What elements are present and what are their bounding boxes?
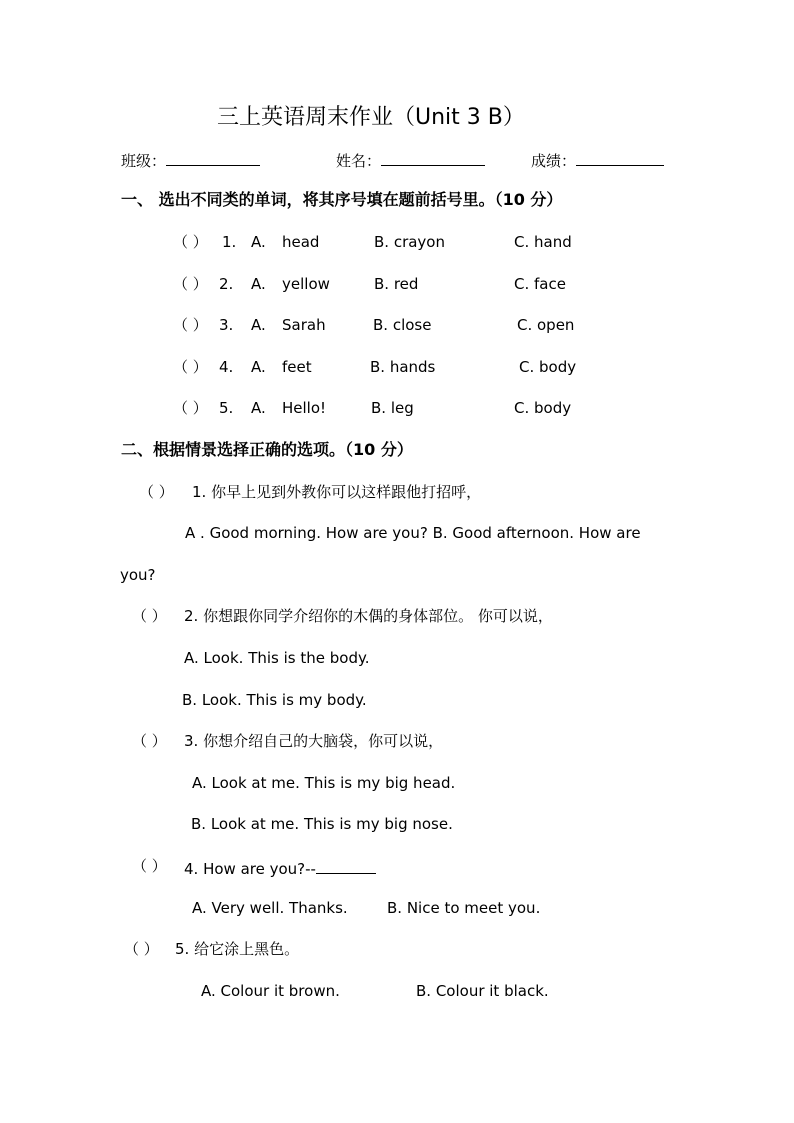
name-label: 姓名： [336, 152, 382, 170]
score-blank[interactable] [576, 151, 664, 166]
option-b: B. Colour it black. [416, 982, 549, 1000]
option-a: head [282, 233, 320, 251]
option-a-label: A. [251, 233, 266, 251]
class-blank[interactable] [166, 151, 260, 166]
option-a: A. Very well. Thanks. [192, 899, 348, 917]
option-b: B. leg [371, 399, 414, 417]
option-b: B. close [373, 316, 432, 334]
score-field [531, 151, 664, 169]
answer-paren[interactable]: （ ） [132, 857, 167, 875]
class-label: 班级： [121, 152, 167, 170]
item-number: 3. [219, 316, 234, 334]
question-text: 5. 给它涂上黑色。 [175, 940, 300, 958]
option-a: feet [282, 358, 312, 376]
option-a-label: A. [251, 316, 266, 334]
option-a-label: A. [251, 275, 266, 293]
question-text: 2. 你想跟你同学介绍你的木偶的身体部位。 你可以说， [184, 607, 553, 625]
answer-paren[interactable]: （ ） [173, 316, 208, 334]
item-number: 4. [219, 358, 234, 376]
item-number: 5. [219, 399, 234, 417]
class-field [121, 151, 260, 169]
option-b: B. Nice to meet you. [387, 899, 541, 917]
item-number: 1. [222, 233, 237, 251]
question-text: 4. How are you?-- [184, 860, 316, 878]
option-c: C. body [514, 399, 572, 417]
answer-paren[interactable]: （ ） [124, 940, 159, 958]
option-b: B. crayon [374, 233, 445, 251]
answer-paren[interactable]: （ ） [132, 607, 167, 625]
answer-paren[interactable]: （ ） [139, 483, 174, 501]
name-field [336, 151, 485, 169]
question-text-with-blank [184, 859, 376, 877]
section2-heading: 二、根据情景选择正确的选项。（10 分） [121, 440, 413, 459]
answer-paren[interactable]: （ ） [173, 233, 208, 251]
name-blank[interactable] [381, 151, 485, 166]
question-text: 3. 你想介绍自己的大脑袋，你可以说， [184, 732, 444, 750]
option-c: C. hand [514, 233, 572, 251]
option-b: B. Look at me. This is my big nose. [191, 815, 453, 833]
answer-blank[interactable] [316, 859, 376, 874]
question-options-cont: you? [120, 566, 156, 584]
option-a: Hello! [282, 399, 327, 417]
option-c: C. open [517, 316, 575, 334]
option-b: B. hands [370, 358, 436, 376]
answer-paren[interactable]: （ ） [173, 358, 208, 376]
answer-paren[interactable]: （ ） [173, 399, 208, 417]
option-a: A. Colour it brown. [201, 982, 340, 1000]
page-title: 三上英语周末作业（Unit 3 B） [217, 105, 525, 130]
option-b: B. red [374, 275, 419, 293]
option-b: B. Look. This is my body. [182, 691, 367, 709]
question-options: A . Good morning. How are you? B. Good afternoon. How are [185, 524, 641, 542]
option-a: yellow [282, 275, 330, 293]
option-a: A. Look. This is the body. [184, 649, 370, 667]
option-a: Sarah [282, 316, 326, 334]
option-a: A. Look at me. This is my big head. [192, 774, 456, 792]
option-c: C. face [514, 275, 566, 293]
answer-paren[interactable]: （ ） [173, 275, 208, 293]
option-a-label: A. [251, 358, 266, 376]
option-c: C. body [519, 358, 577, 376]
item-number: 2. [219, 275, 234, 293]
section1-heading: 一、 选出不同类的单词，将其序号填在题前括号里。（10 分） [121, 190, 563, 209]
question-text: 1. 你早上见到外教你可以这样跟他打招呼， [192, 483, 482, 501]
score-label: 成绩： [531, 152, 577, 170]
answer-paren[interactable]: （ ） [132, 732, 167, 750]
option-a-label: A. [251, 399, 266, 417]
